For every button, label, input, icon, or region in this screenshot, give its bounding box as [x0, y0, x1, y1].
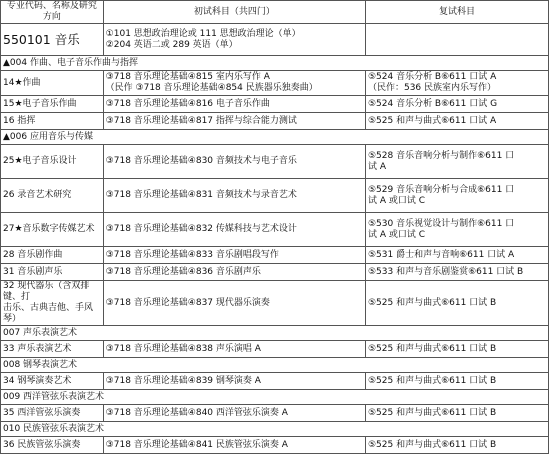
research-direction: [1, 145, 104, 179]
research-direction: [1, 281, 104, 326]
group-row: [1, 422, 549, 437]
retest-subjects-line: ⑤528 音乐音响分析与制作⑥611 口: [367, 150, 515, 161]
retest-subjects: [365, 264, 548, 281]
header-retest: 复试科目: [365, 1, 548, 24]
initial-exam-subjects: [103, 71, 365, 96]
initial-exam-subjects: [103, 96, 365, 113]
retest-subjects: [365, 341, 548, 358]
section-row: [1, 56, 549, 71]
retest-subjects: [365, 145, 548, 179]
retest-subjects-line: ⑤525 和声与曲式⑥611 口试 B: [367, 439, 497, 450]
initial-exam-subjects-line: ③718 音乐理论基础④838 声乐演唱 A: [105, 343, 261, 354]
research-direction-line: 27★音乐数字传媒艺术: [3, 224, 95, 234]
retest-subjects: [365, 213, 548, 247]
section-label: ▲006 应用音乐与传媒: [1, 130, 549, 145]
research-direction: [1, 373, 104, 390]
table-row: [1, 213, 549, 247]
research-direction-line: 25★电子音乐设计: [3, 156, 77, 166]
initial-exam-subjects: [103, 341, 365, 358]
initial-exam-subjects: [103, 405, 365, 422]
research-direction-line: 34 钢琴演奏艺术: [3, 375, 72, 386]
initial-exam-subjects: [103, 437, 365, 454]
retest-subjects-line: ⑤525 和声与曲式⑥611 口试 B: [367, 343, 497, 354]
research-direction: [1, 264, 104, 281]
initial-exam-subjects-line: ③718 音乐理论基础④837 现代器乐演奏: [105, 297, 270, 308]
retest-subjects-line: ⑤525 和声与曲式⑥611 口试 B: [367, 407, 497, 418]
initial-exam-subjects-line: ③718 音乐理论基础④839 钢琴演奏 A: [105, 375, 261, 386]
retest-subjects-line: 试 A 或口试 C: [367, 229, 425, 240]
research-direction-line: 16 指挥: [3, 115, 36, 126]
research-direction-line: 击乐、古典吉他、手风琴）: [3, 303, 94, 324]
header-initial-exam: 初试科目（共四门）: [103, 1, 365, 24]
retest-subjects-line: 试 A 或口试 C: [367, 195, 425, 206]
initial-exam-subjects: [103, 213, 365, 247]
initial-exam-subjects-line: （民作 ③718 音乐理论基础④854 民族器乐独奏曲）: [105, 83, 318, 93]
initial-exam-subjects-line: ③718 音乐理论基础④840 西洋管弦乐演奏 A: [105, 407, 288, 418]
initial-exam-subjects-line: ③718 音乐理论基础④831 音频技术与录音艺术: [105, 190, 297, 200]
major-exam-line: ②204 英语二或 289 英语（单）: [105, 39, 238, 50]
retest-subjects-line: ⑤529 音乐音响分析与合成⑥611 口: [367, 184, 515, 195]
header-direction: 专业代码、名称及研究方向: [1, 1, 104, 24]
research-direction-line: 15★电子音乐作曲: [3, 98, 77, 109]
group-label: 007 声乐表演艺术: [1, 326, 549, 341]
table-row: [1, 405, 549, 422]
section-row: [1, 130, 549, 145]
group-row: [1, 390, 549, 405]
group-label: 008 钢琴表演艺术: [1, 358, 549, 373]
retest-subjects: [365, 179, 548, 213]
retest-subjects: [365, 96, 548, 113]
retest-subjects-line: ⑤531 爵士和声与音响⑥611 口试 A: [367, 249, 515, 260]
major-exam-line: ①101 思想政治理论或 111 思想政治理论（单）: [105, 28, 301, 39]
initial-exam-subjects-line: ③718 音乐理论基础④836 音乐剧声乐: [105, 266, 261, 277]
retest-subjects-line: ⑤525 和声与曲式⑥611 口试 B: [367, 375, 497, 386]
research-direction: [1, 113, 104, 130]
research-direction: [1, 71, 104, 96]
retest-subjects-line: ⑤530 音乐视觉设计与制作⑥611 口: [367, 218, 515, 229]
initial-exam-subjects: [103, 113, 365, 130]
retest-subjects-line: ⑤525 和声与曲式⑥611 口试 A: [367, 115, 497, 126]
research-direction: [1, 96, 104, 113]
research-direction: [1, 405, 104, 422]
initial-exam-subjects-line: ③718 音乐理论基础④841 民族管弦乐演奏 A: [105, 439, 288, 450]
research-direction: [1, 247, 104, 264]
research-direction: [1, 437, 104, 454]
initial-exam-subjects: [103, 179, 365, 213]
initial-exam-subjects-line: ③718 音乐理论基础④817 指挥与综合能力测试: [105, 115, 297, 126]
research-direction-line: 33 声乐表演艺术: [3, 343, 72, 354]
research-direction-line: 28 音乐剧作曲: [3, 249, 63, 260]
retest-subjects-line: 试 A: [367, 161, 386, 172]
initial-exam-subjects-line: ③718 音乐理论基础④830 音频技术与电子音乐: [105, 156, 297, 166]
header-row: [1, 1, 549, 24]
initial-exam-subjects: [103, 145, 365, 179]
major-code-name: 550101 音乐: [1, 24, 104, 56]
research-direction: [1, 341, 104, 358]
initial-exam-subjects-line: ③718 音乐理论基础④815 室内乐写作 A: [105, 72, 270, 82]
retest-subjects-line: （民作：536 民族室内乐写作）: [367, 83, 497, 93]
table-row: [1, 179, 549, 213]
table-row: [1, 437, 549, 454]
retest-subjects: [365, 437, 548, 454]
group-label: 009 西洋管弦乐表演艺术: [1, 390, 549, 405]
retest-subjects-line: ⑤524 音乐分析 B⑥611 口试 A: [367, 72, 497, 82]
table-row: [1, 264, 549, 281]
research-direction-line: 32 现代器乐（含双排键、打: [3, 281, 90, 302]
research-direction-line: 31 音乐剧声乐: [3, 266, 63, 277]
initial-exam-subjects: [103, 247, 365, 264]
research-direction-line: 26 录音艺术研究: [3, 190, 72, 200]
initial-exam-subjects-line: ③718 音乐理论基础④833 音乐剧唱段写作: [105, 249, 279, 260]
retest-subjects: [365, 405, 548, 422]
table-row: [1, 96, 549, 113]
table-row: [1, 113, 549, 130]
research-direction-line: 35 西洋管弦乐演奏: [3, 407, 81, 418]
major-common-exams: [103, 24, 365, 56]
retest-subjects: [365, 373, 548, 390]
retest-subjects-line: ⑤525 和声与曲式⑥611 口试 B: [367, 297, 497, 308]
group-row: [1, 358, 549, 373]
retest-subjects: [365, 281, 548, 326]
group-label: 010 民族管弦乐表演艺术: [1, 422, 549, 437]
table-row: [1, 281, 549, 326]
retest-subjects: [365, 113, 548, 130]
table-row: [1, 247, 549, 264]
initial-exam-subjects: [103, 373, 365, 390]
major-retest-cell: [365, 24, 548, 56]
section-label: ▲004 作曲、电子音乐作曲与指挥: [1, 56, 549, 71]
group-row: [1, 326, 549, 341]
table-row: [1, 145, 549, 179]
research-direction-line: 36 民族管弦乐演奏: [3, 439, 81, 450]
research-direction-line: 14★作曲: [3, 77, 41, 88]
initial-exam-subjects: [103, 264, 365, 281]
retest-subjects-line: ⑤524 音乐分析 B⑥611 口试 G: [367, 98, 498, 109]
retest-subjects: [365, 247, 548, 264]
research-direction: [1, 213, 104, 247]
retest-subjects: [365, 71, 548, 96]
table-row: [1, 373, 549, 390]
major-row: [1, 24, 549, 56]
initial-exam-subjects-line: ③718 音乐理论基础④816 电子音乐作曲: [105, 98, 270, 109]
retest-subjects-line: ⑤533 和声与音乐剧鉴赏⑥611 口试 B: [367, 266, 524, 277]
research-direction: [1, 179, 104, 213]
table-row: [1, 71, 549, 96]
table-row: [1, 341, 549, 358]
initial-exam-subjects: [103, 281, 365, 326]
initial-exam-subjects-line: ③718 音乐理论基础④832 传媒科技与艺术设计: [105, 224, 297, 234]
